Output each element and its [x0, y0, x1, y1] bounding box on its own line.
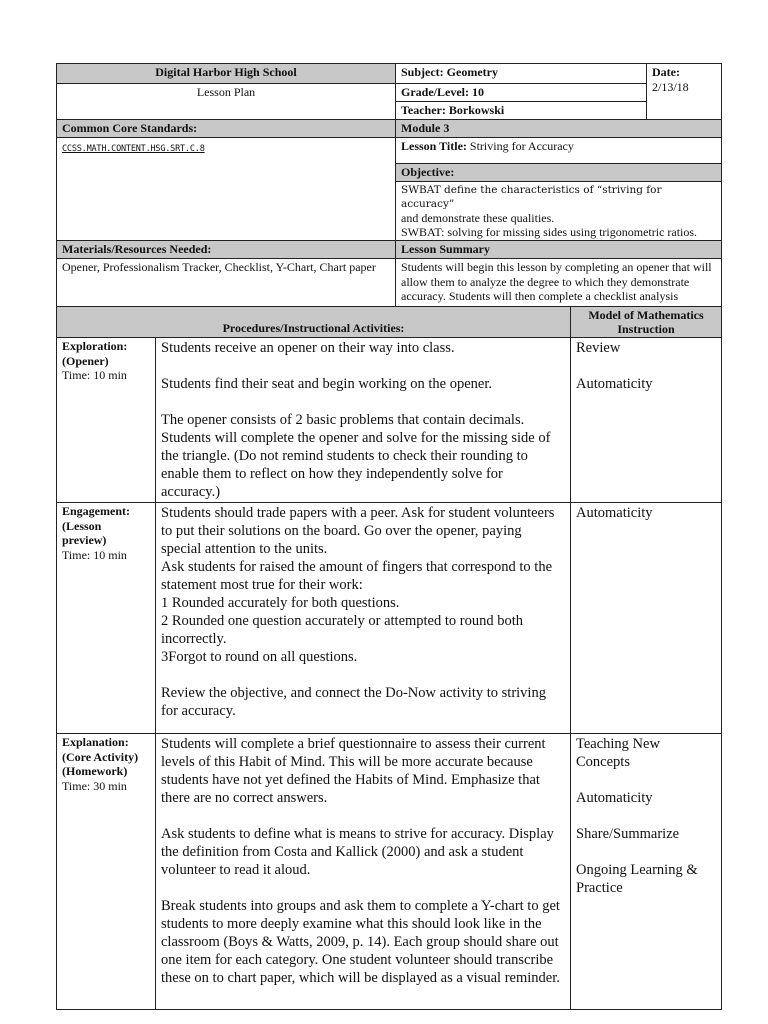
standards-label: Common Core Standards: — [57, 120, 396, 138]
phase-cell — [57, 503, 156, 734]
activity-paragraph: Review the objective, and connect the Do-Now activity to striving for accuracy. — [161, 685, 546, 719]
model-item: Automaticity — [576, 790, 653, 806]
phase-subtitle: preview) — [62, 533, 107, 547]
phase-title: Engagement: — [62, 504, 130, 518]
materials-label: Materials/Resources Needed: — [57, 241, 396, 259]
grade-cell — [396, 84, 647, 102]
activity-cell — [156, 503, 571, 734]
model-item: Teaching New Concepts — [576, 736, 660, 770]
objective-line-1: SWBAT define the characteristics of “striving for accuracy” — [401, 184, 662, 210]
phase-title: Explanation: — [62, 735, 129, 749]
phase-cell — [57, 734, 156, 1010]
model-item: Automaticity — [576, 376, 653, 392]
teacher-value: Borkowski — [448, 103, 505, 117]
phase-title: Exploration: — [62, 339, 128, 353]
lesson-title-label: Lesson Title: — [401, 139, 467, 153]
phase-subtitle: (Homework) — [62, 764, 128, 778]
phase-time: Time: 30 min — [62, 778, 127, 793]
checklist-item: 1 Rounded accurately for both questions. — [161, 595, 400, 611]
teacher-cell — [396, 102, 647, 120]
lesson-title-value: Striving for Accuracy — [469, 139, 574, 153]
model-item: Ongoing Learning & Practice — [576, 862, 698, 896]
module-label: Module 3 — [396, 120, 722, 138]
activity-paragraph: Ask students for raised the amount of fingers that correspond to the statement most true for their work: — [161, 559, 553, 593]
objective-line-2: and demonstrate these qualities. — [401, 211, 555, 225]
school-name: Digital Harbor High School — [57, 64, 396, 84]
standards-table — [56, 119, 722, 321]
header-table — [56, 63, 722, 120]
materials-text: Opener, Professionalism Tracker, Checklist, Y-Chart, Chart paper — [57, 259, 396, 321]
standards-cell — [57, 138, 396, 241]
checklist-item: 3Forgot to round on all questions. — [161, 649, 358, 665]
teacher-label: Teacher: — [401, 103, 446, 117]
model-cell — [571, 503, 722, 734]
phase-cell — [57, 338, 156, 503]
phase-time: Time: 10 min — [62, 547, 127, 562]
phase-subtitle: (Opener) — [62, 353, 109, 368]
procedures-table — [56, 306, 722, 1010]
model-item: Automaticity — [576, 505, 653, 521]
model-item: Review — [576, 340, 621, 356]
activity-paragraph: Students should trade papers with a peer. Ask for student volunteers to put their solutions on the board. Go over the opener, paying special attention to the units. — [161, 505, 555, 557]
grade-value: 10 — [471, 85, 484, 99]
objective-line-3: SWBAT: solving for missing sides using trigonometric ratios. — [401, 225, 698, 239]
model-cell — [571, 734, 722, 1010]
procedure-row — [57, 503, 722, 734]
activity-paragraph: Students receive an opener on their way into class. — [161, 340, 455, 356]
objective-label: Objective: — [396, 164, 722, 182]
model-heading: Model of Mathematics Instruction — [571, 307, 722, 338]
summary-text: Students will begin this lesson by completing an opener that will allow them to analyze the degree to which they demonstrate accuracy. Students will then complete a checklist analysis — [396, 259, 722, 321]
date-label: Date: — [652, 65, 680, 79]
phase-time: Time: 10 min — [62, 368, 127, 382]
subject-label: Subject: — [401, 65, 444, 79]
activity-cell — [156, 338, 571, 503]
standard-code[interactable]: CCSS.MATH.CONTENT.HSG.SRT.C.8 — [62, 144, 205, 154]
checklist-item: 2 Rounded one question accurately or attempted to round both incorrectly. — [161, 613, 524, 647]
objective-text — [396, 182, 722, 241]
model-cell — [571, 338, 722, 503]
activity-paragraph: Ask students to define what is means to strive for accuracy. Display the definition from Costa and Kallick (2000) and ask a student volunteer to read it aloud. — [161, 826, 554, 878]
activity-paragraph: Students find their seat and begin working on the opener. — [161, 376, 493, 392]
phase-subtitle: (Lesson — [62, 518, 102, 533]
activity-cell — [156, 734, 571, 1010]
procedure-row — [57, 734, 722, 1010]
date-cell — [647, 64, 722, 120]
date-value: 2/13/18 — [652, 80, 689, 94]
grade-label: Grade/Level: — [401, 85, 469, 99]
subject-cell — [396, 64, 647, 84]
summary-label: Lesson Summary — [396, 241, 722, 259]
activity-paragraph: Break students into groups and ask them to complete a Y-chart to get students to more deeply examine what this should look like in the classroom (Boys & Watts, 2009, p. 14). Each group should share out one item for each category. One student volunteer should transcribe these on to chart paper, which will be displayed as a visual reminder. — [161, 898, 560, 986]
procedures-heading: Procedures/Instructional Activities: — [57, 307, 571, 338]
model-item: Share/Summarize — [576, 826, 680, 842]
procedure-row — [57, 338, 722, 503]
lesson-title-cell — [396, 138, 722, 164]
activity-paragraph: The opener consists of 2 basic problems that contain decimals. Students will complete the opener and solve for the missing side of the triangle. (Do not remind students to check their rounding to enable them to reflect on how they independently solve for accuracy.) — [161, 412, 551, 500]
subject-value: Geometry — [446, 65, 498, 79]
phase-subtitle: (Core Activity) — [62, 749, 139, 764]
activity-paragraph: Students will complete a brief questionnaire to assess their current levels of this Habit of Mind. This will be more accurate because students have not yet defined the Habits of Mind. Emphasize that there are no correct answers. — [161, 736, 546, 806]
document-type: Lesson Plan — [57, 84, 396, 120]
